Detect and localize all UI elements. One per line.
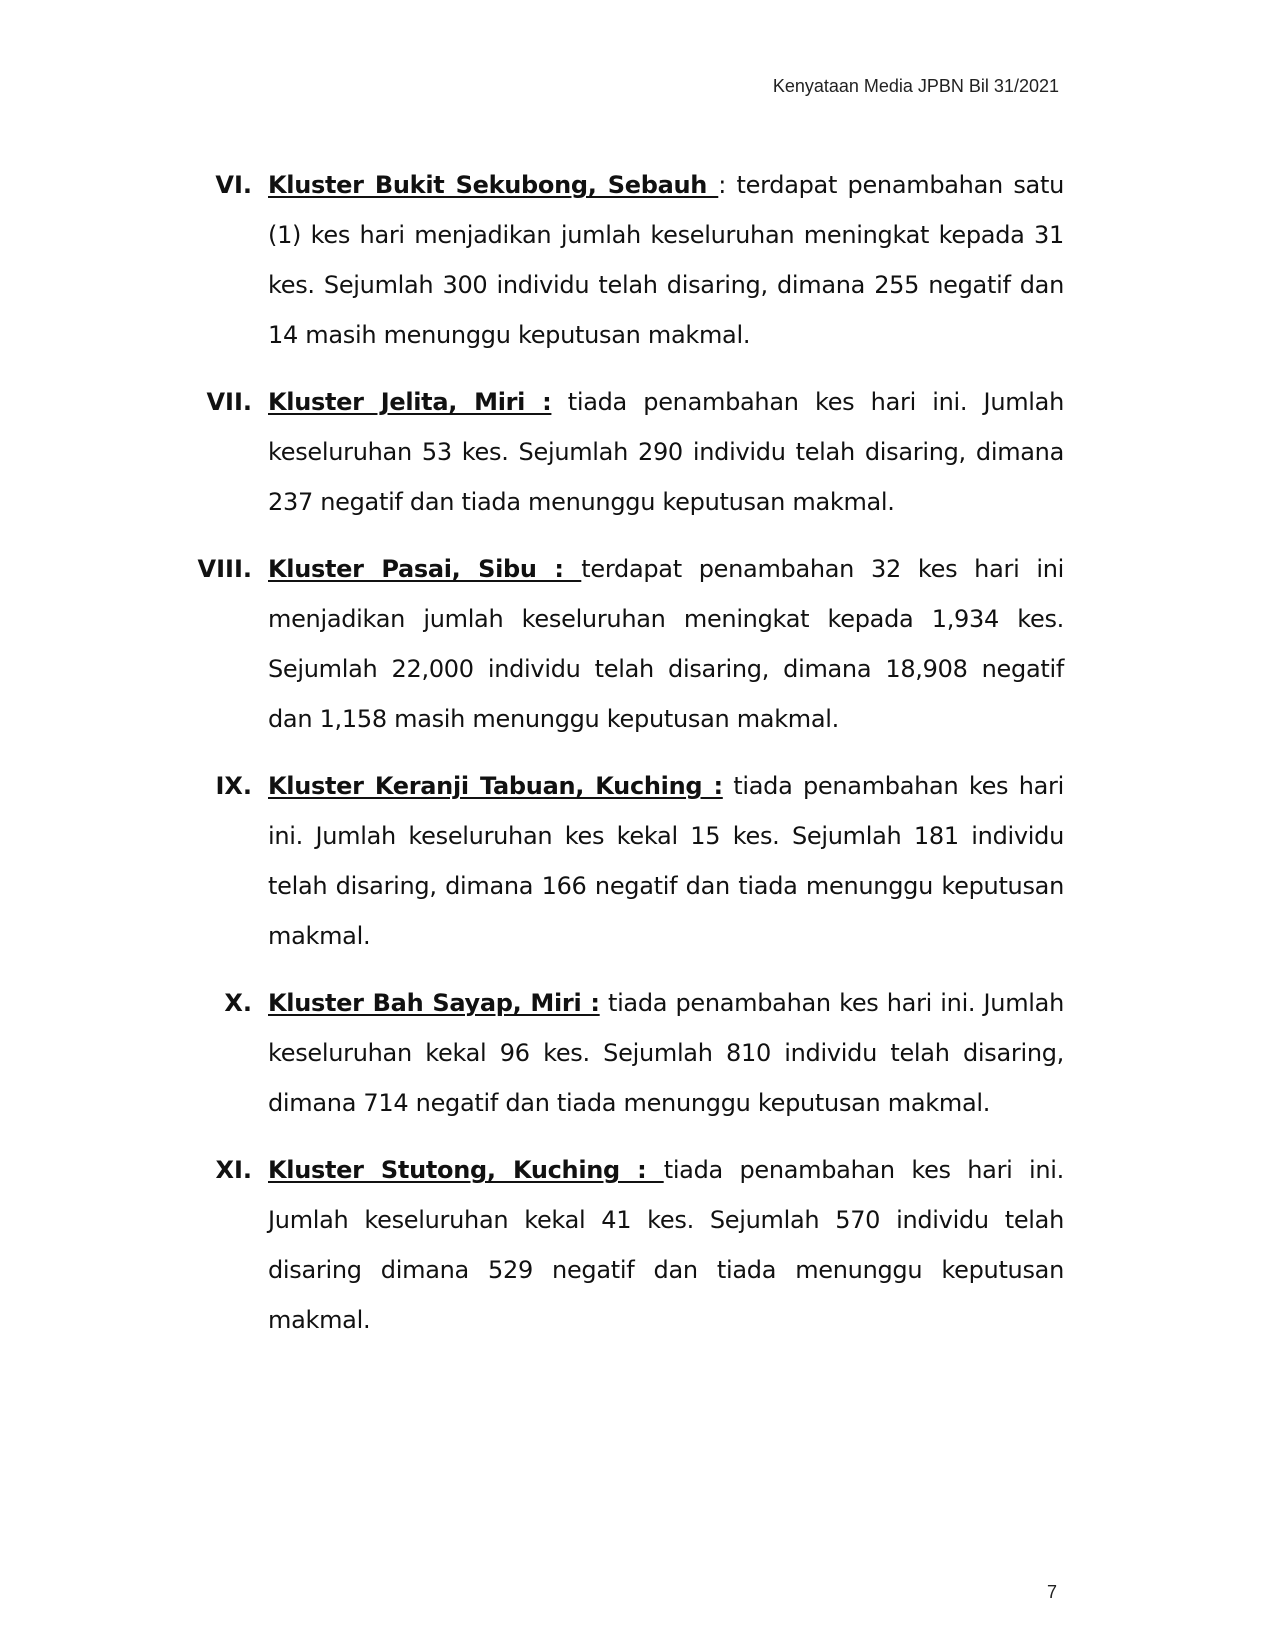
item-numeral: VI. <box>215 171 252 199</box>
item-numeral: XI. <box>215 1156 252 1184</box>
list-item <box>160 978 1100 1128</box>
item-body <box>268 377 1064 527</box>
item-numeral: VII. <box>206 388 252 416</box>
list-item <box>160 544 1100 744</box>
cluster-title: Kluster Bukit Sekubong, Sebauh <box>268 171 719 199</box>
item-body <box>268 761 1064 961</box>
cluster-title: Kluster Jelita, Miri : <box>268 388 552 416</box>
cluster-title: Kluster Keranji Tabuan, Kuching : <box>268 772 723 800</box>
cluster-title: Kluster Stutong, Kuching : <box>268 1156 664 1184</box>
cluster-title: Kluster Bah Sayap, Miri : <box>268 989 600 1017</box>
item-body <box>268 160 1064 360</box>
list-item <box>160 160 1100 360</box>
cluster-description: terdapat penambahan 32 kes hari ini menjadikan jumlah keseluruhan meningkat kepada 1,934 kes. Sejumlah 22,000 individu telah disaring, dimana 18,908 negatif dan 1,158 masih menunggu keputusan makmal. <box>268 555 1064 733</box>
list-item <box>160 1145 1100 1345</box>
item-numeral: IX. <box>215 772 252 800</box>
cluster-title: Kluster Pasai, Sibu : <box>268 555 582 583</box>
document-header: Kenyataan Media JPBN Bil 31/2021 <box>772 76 1059 96</box>
item-body <box>268 1145 1064 1345</box>
list-item <box>160 377 1100 527</box>
item-body <box>268 978 1064 1128</box>
item-body <box>268 544 1064 744</box>
cluster-description: tiada penambahan kes hari ini. Jumlah keseluruhan kekal 41 kes. Sejumlah 570 individu telah disaring dimana 529 negatif dan tiada menunggu keputusan makmal. <box>268 1156 1064 1334</box>
cluster-description: tiada penambahan kes hari ini. Jumlah keseluruhan 53 kes. Sejumlah 290 individu telah disaring, dimana 237 negatif dan tiada menunggu keputusan makmal. <box>268 388 1064 516</box>
list-item <box>160 761 1100 961</box>
cluster-list <box>160 160 1100 1362</box>
cluster-description: tiada penambahan kes hari ini. Jumlah keseluruhan kekal 96 kes. Sejumlah 810 individu telah disaring, dimana 714 negatif dan tiada menunggu keputusan makmal. <box>268 989 1064 1117</box>
page-number: 7 <box>1046 1582 1057 1602</box>
cluster-description: tiada penambahan kes hari ini. Jumlah keseluruhan kes kekal 15 kes. Sejumlah 181 individu telah disaring, dimana 166 negatif dan tiada menunggu keputusan makmal. <box>268 772 1064 950</box>
item-numeral: VIII. <box>197 555 252 583</box>
item-numeral: X. <box>224 989 252 1017</box>
cluster-description: : terdapat penambahan satu (1) kes hari menjadikan jumlah keseluruhan meningkat kepada 31 kes. Sejumlah 300 individu telah disaring, dimana 255 negatif dan 14 masih menunggu keputusan makmal. <box>268 171 1064 349</box>
